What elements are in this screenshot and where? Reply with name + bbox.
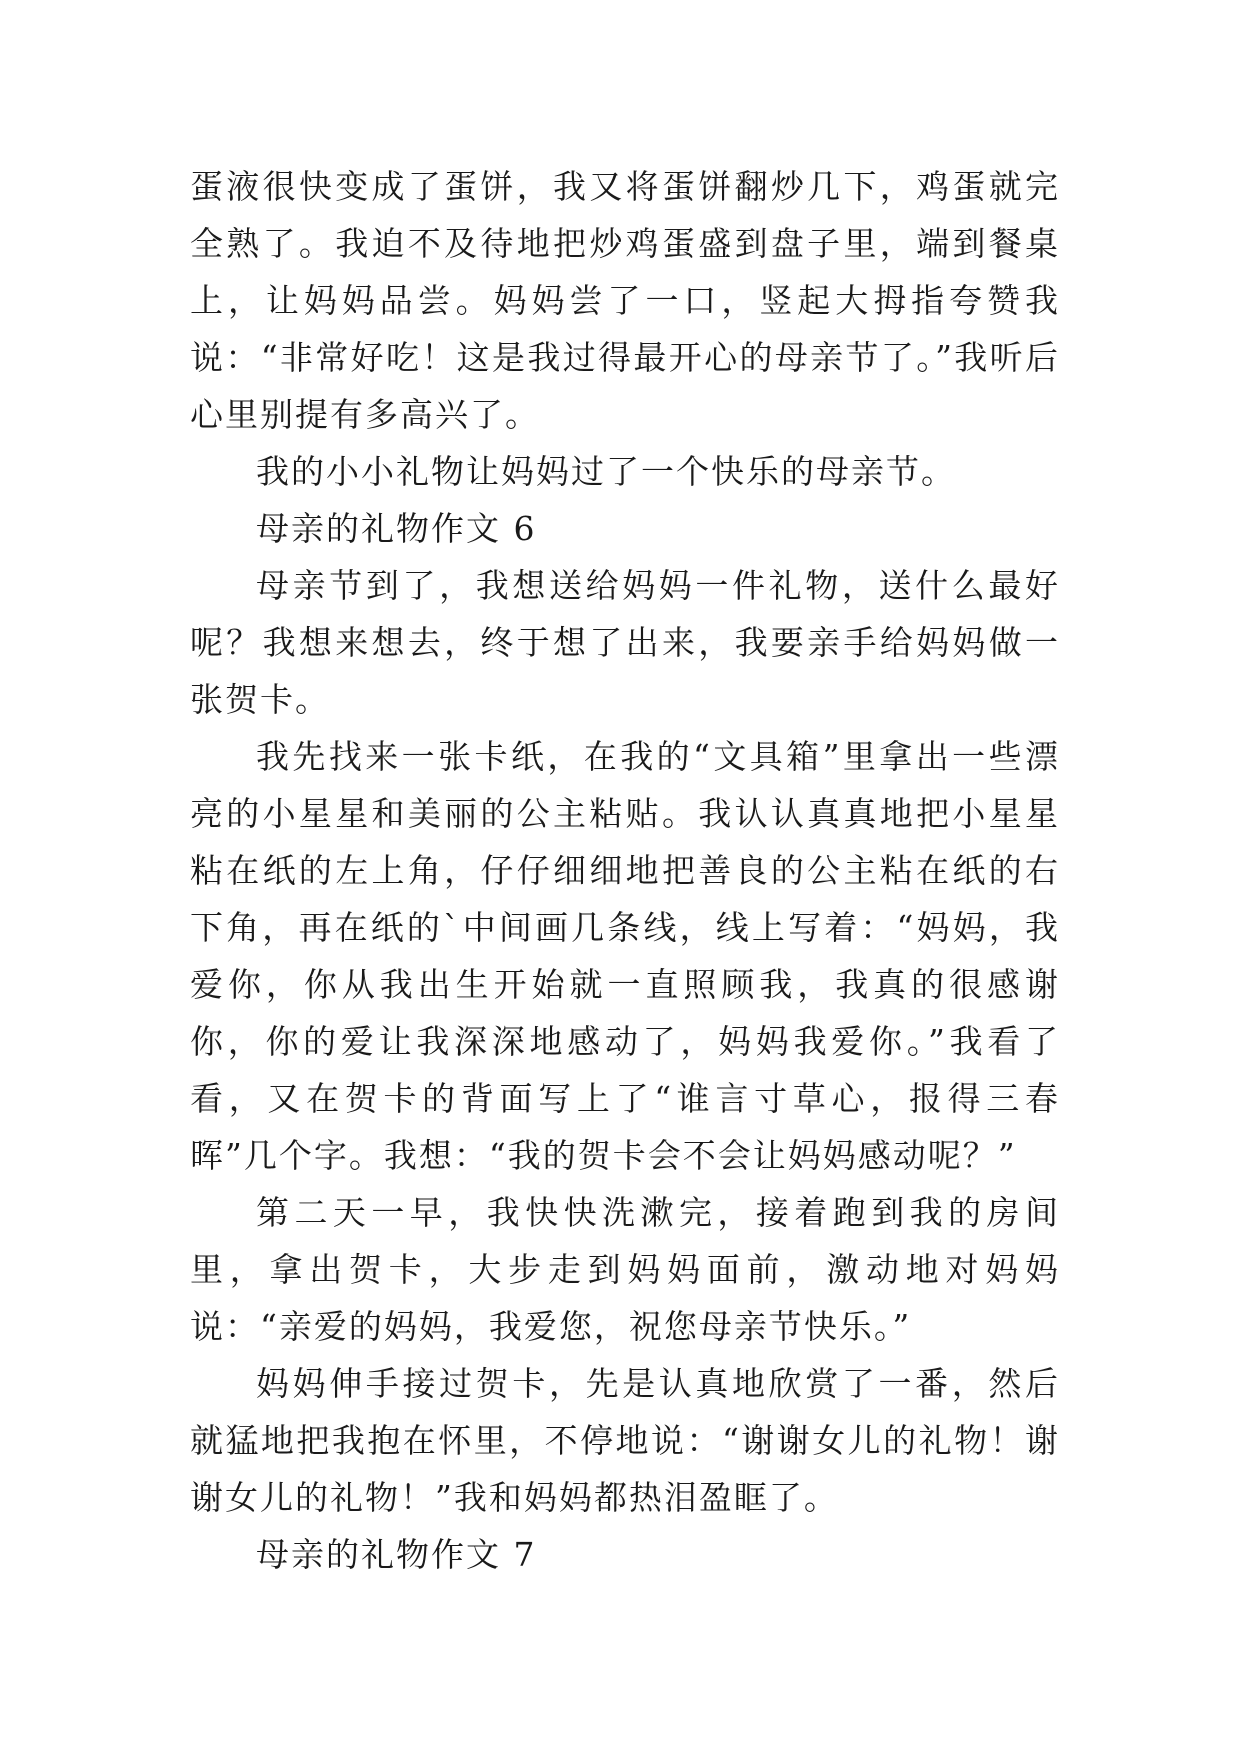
paragraph: 蛋液很快变成了蛋饼，我又将蛋饼翻炒几下，鸡蛋就完全熟了。我迫不及待地把炒鸡蛋盛到盘子里，端到餐桌上，让妈妈品尝。妈妈尝了一口，竖起大拇指夸赞我说：“非常好吃！这是我过得最开心的母亲节了。”我听后心里别提有多高兴了。	[190, 167, 1060, 434]
document-body	[190, 158, 1060, 1583]
section-heading: 母亲的礼物作文 7	[256, 1535, 537, 1574]
section-heading: 母亲的礼物作文 6	[256, 509, 537, 548]
paragraph: 妈妈伸手接过贺卡，先是认真地欣赏了一番，然后就猛地把我抱在怀里，不停地说：“谢谢女儿的礼物！谢谢女儿的礼物！”我和妈妈都热泪盈眶了。	[190, 1364, 1060, 1517]
paragraph: 我先找来一张卡纸，在我的“文具箱”里拿出一些漂亮的小星星和美丽的公主粘贴。我认认真真地把小星星粘在纸的左上角，仔仔细细地把善良的公主粘在纸的右下角，再在纸的`中间画几条线，线上写着：“妈妈，我爱你，你从我出生开始就一直照顾我，我真的很感谢你，你的爱让我深深地感动了，妈妈我爱你。”我看了看，又在贺卡的背面写上了“谁言寸草心，报得三春晖”几个字。我想：“我的贺卡会不会让妈妈感动呢？”	[190, 737, 1060, 1175]
paragraph: 第二天一早，我快快洗漱完，接着跑到我的房间里，拿出贺卡，大步走到妈妈面前，激动地对妈妈说：“亲爱的妈妈，我爱您，祝您母亲节快乐。”	[190, 1193, 1060, 1346]
paragraph: 我的小小礼物让妈妈过了一个快乐的母亲节。	[256, 452, 956, 491]
paragraph: 母亲节到了，我想送给妈妈一件礼物，送什么最好呢？我想来想去，终于想了出来，我要亲手给妈妈做一张贺卡。	[190, 566, 1060, 719]
